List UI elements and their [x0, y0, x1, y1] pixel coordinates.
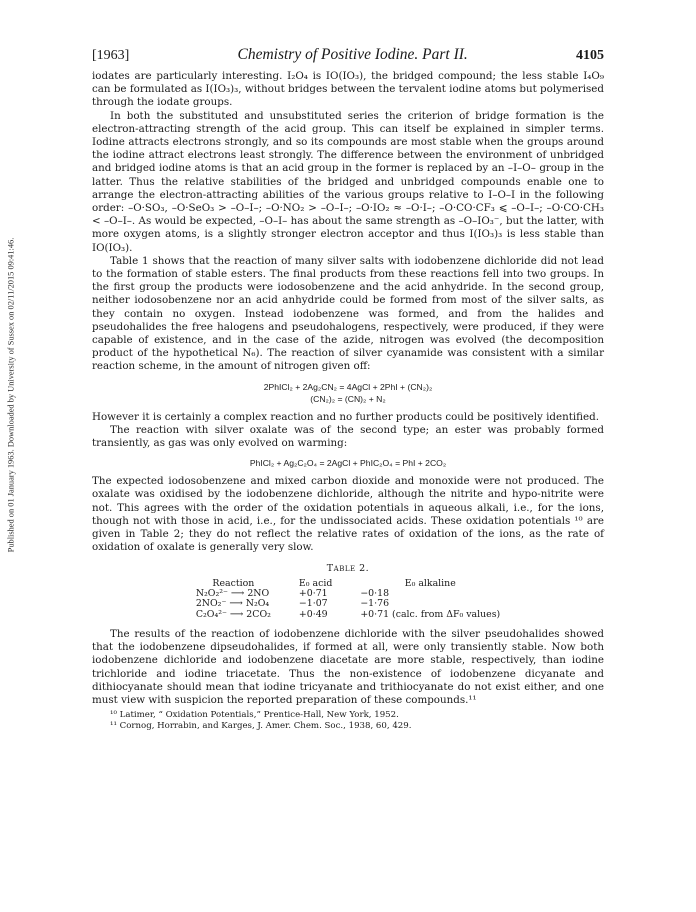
paragraph-6: The expected iodosobenzene and mixed carbon dioxide and monoxide were not produced. The oxalate was oxidised by the iodobenzene dichloride, although the nitrite and hypo-nitrite were not. This agrees with the order of the oxidation potentials in aqueous alkali, i.e., for the ions, though not with those in acid, i.e., for the undissociated acids. These oxidation potentials ¹⁰ are given in Table 2; they do not reflect the relative rates of oxidation of the ions, as the rate of oxidation of oxalate is generally very slow.: [92, 475, 604, 554]
table-row: [182, 599, 514, 610]
table-cell: +0·71: [298, 587, 328, 599]
paragraph-4: However it is certainly a complex reaction and no further products could be positively identified.: [92, 410, 600, 423]
paragraph-7: The results of the reaction of iodobenzene dichloride with the silver pseudohalides showed that the iodobenzene dipseudohalides, if formed at all, were only transiently stable. Now both iodobenzene dichloride and iodobenzene diacetate are more stable, respectively, than iodine trichloride and iodine triacetate. Thus the non-existence of iodobenzene dicyanate and dithiocyanate should mean that iodine tricyanate and trithiocyanate do not exist either, and one must view with suspicion the reported preparation of these compounds.¹¹: [92, 628, 604, 707]
footnote-10: ¹⁰ Latimer, “ Oxidation Potentials,” Prentice-Hall, New York, 1952.: [110, 710, 399, 721]
table-cell: +0·71 (calc. from ΔF₀ values): [360, 608, 501, 620]
paragraph-2: In both the substituted and unsubstituted series the criterion of bridge formation is the electron-attracting strength of the acid group. This can itself be explained in simpler terms. Iodine attracts electrons strongly, and so its compounds are most stable when the groups around the iodine attract electrons least strongly. The difference between the environment of unbridged and bridged iodine atoms is that an acid group in the former is replaced by an –I–O– group in the latter. Thus the relative stabilities of the bridged and unbridged compounds enable one to arrange the electron-attracting abilities of the various groups relative to I–O–I in the following order: –O·SO₃, –O·SeO₃ > –O–I–; –O·NO₂ > –O–I–; –O·IO₂ ≈ –O·I–; –O·CO·CF₃ ⩽ –O–I–; –O·CO·CH₃ < –O–I–. As would be expected, –O–I– has about the same strength as –O–IO₃⁻, but the latter, with more oxygen atoms, is a slightly stronger electron acceptor and thus I(IO₃)₃ is less stable than IO(IO₃).: [92, 109, 604, 254]
download-notice-text: Published on 01 January 1963. Downloaded by University of Sussex on 02/11/2015 09:41:46.: [6, 237, 16, 553]
footnote-11: ¹¹ Cornog, Horrabin, and Karges, J. Amer. Chem. Soc., 1938, 60, 429.: [110, 721, 412, 732]
table-cell: 2NO₂⁻ ⟶ N₂O₄: [195, 598, 270, 609]
col-header-reaction: Reaction: [212, 577, 255, 589]
table-cell: −0·18: [360, 587, 390, 599]
running-header: [92, 46, 604, 64]
table-header-row: [182, 578, 514, 589]
table-cell: −1·76: [360, 598, 390, 609]
paragraph-5: The reaction with silver oxalate was of the second type; an ester was probably formed transiently, as gas was only evolved on warming:: [92, 423, 604, 450]
paragraph-1: iodates are particularly interesting. I₂O₄ is IO(IO₃), the bridged compound; the less stable I₄O₉ can be formulated as I(IO₃)₃, without bridges between the tervalent iodine atoms but polymerised through the iodate groups.: [92, 70, 604, 109]
equation-oxalate: [92, 457, 604, 469]
equation-cyanamide: [92, 381, 604, 405]
oxidation-potential-table: [182, 578, 514, 621]
table-cell: +0·49: [298, 608, 328, 620]
running-title: Chemistry of Positive Iodine. Part II.: [237, 46, 468, 63]
download-notice: [4, 160, 18, 630]
col-header-acid: E₀ acid: [298, 577, 333, 589]
table-cell: −1·07: [298, 598, 328, 609]
table-cell: N₂O₂²⁻ ⟶ 2NO: [195, 587, 270, 599]
journal-page: [92, 46, 604, 732]
equation-line-oxalate: PhICl₂ + Ag₂C₂O₄ = 2AgCl + PhIC₂O₄ = PhI + 2CO₂: [249, 458, 447, 469]
equation-line-2: (CN₂)₂ = (CN)₂ + N₂: [310, 393, 386, 404]
year-label: [1963]: [92, 48, 130, 63]
page-number: 4105: [575, 48, 604, 63]
equation-line-1: 2PhICl₂ + 2Ag₂CN₂ = 4AgCl + 2PhI + (CN₂)₂: [263, 381, 433, 392]
table-row: [182, 610, 514, 621]
paragraph-3: Table 1 shows that the reaction of many silver salts with iodobenzene dichloride did not lead to the formation of stable esters. The final products from these reactions fell into two groups. In the first group the products were iodosobenzene and the acid anhydride. In the second group, neither iodosobenzene nor an acid anhydride could be formed from most of the silver salts, as they contain no oxygen. Instead iodobenzene was formed, and from the halides and pseudohalides the free halogens and pseudohalogens, respectively, were produced, if they were capable of existence, and in the case of the azide, nitrogen was evolved (the decomposition product of the hypothetical N₆). The reaction of silver cyanamide was consistent with a similar reaction scheme, in the amount of nitrogen given off:: [92, 254, 604, 373]
table-cell: C₂O₄²⁻ ⟶ 2CO₂: [195, 608, 271, 620]
table-caption: Table 2.: [326, 562, 370, 574]
footnotes: [92, 710, 604, 732]
col-header-alkaline: E₀ alkaline: [404, 577, 456, 589]
